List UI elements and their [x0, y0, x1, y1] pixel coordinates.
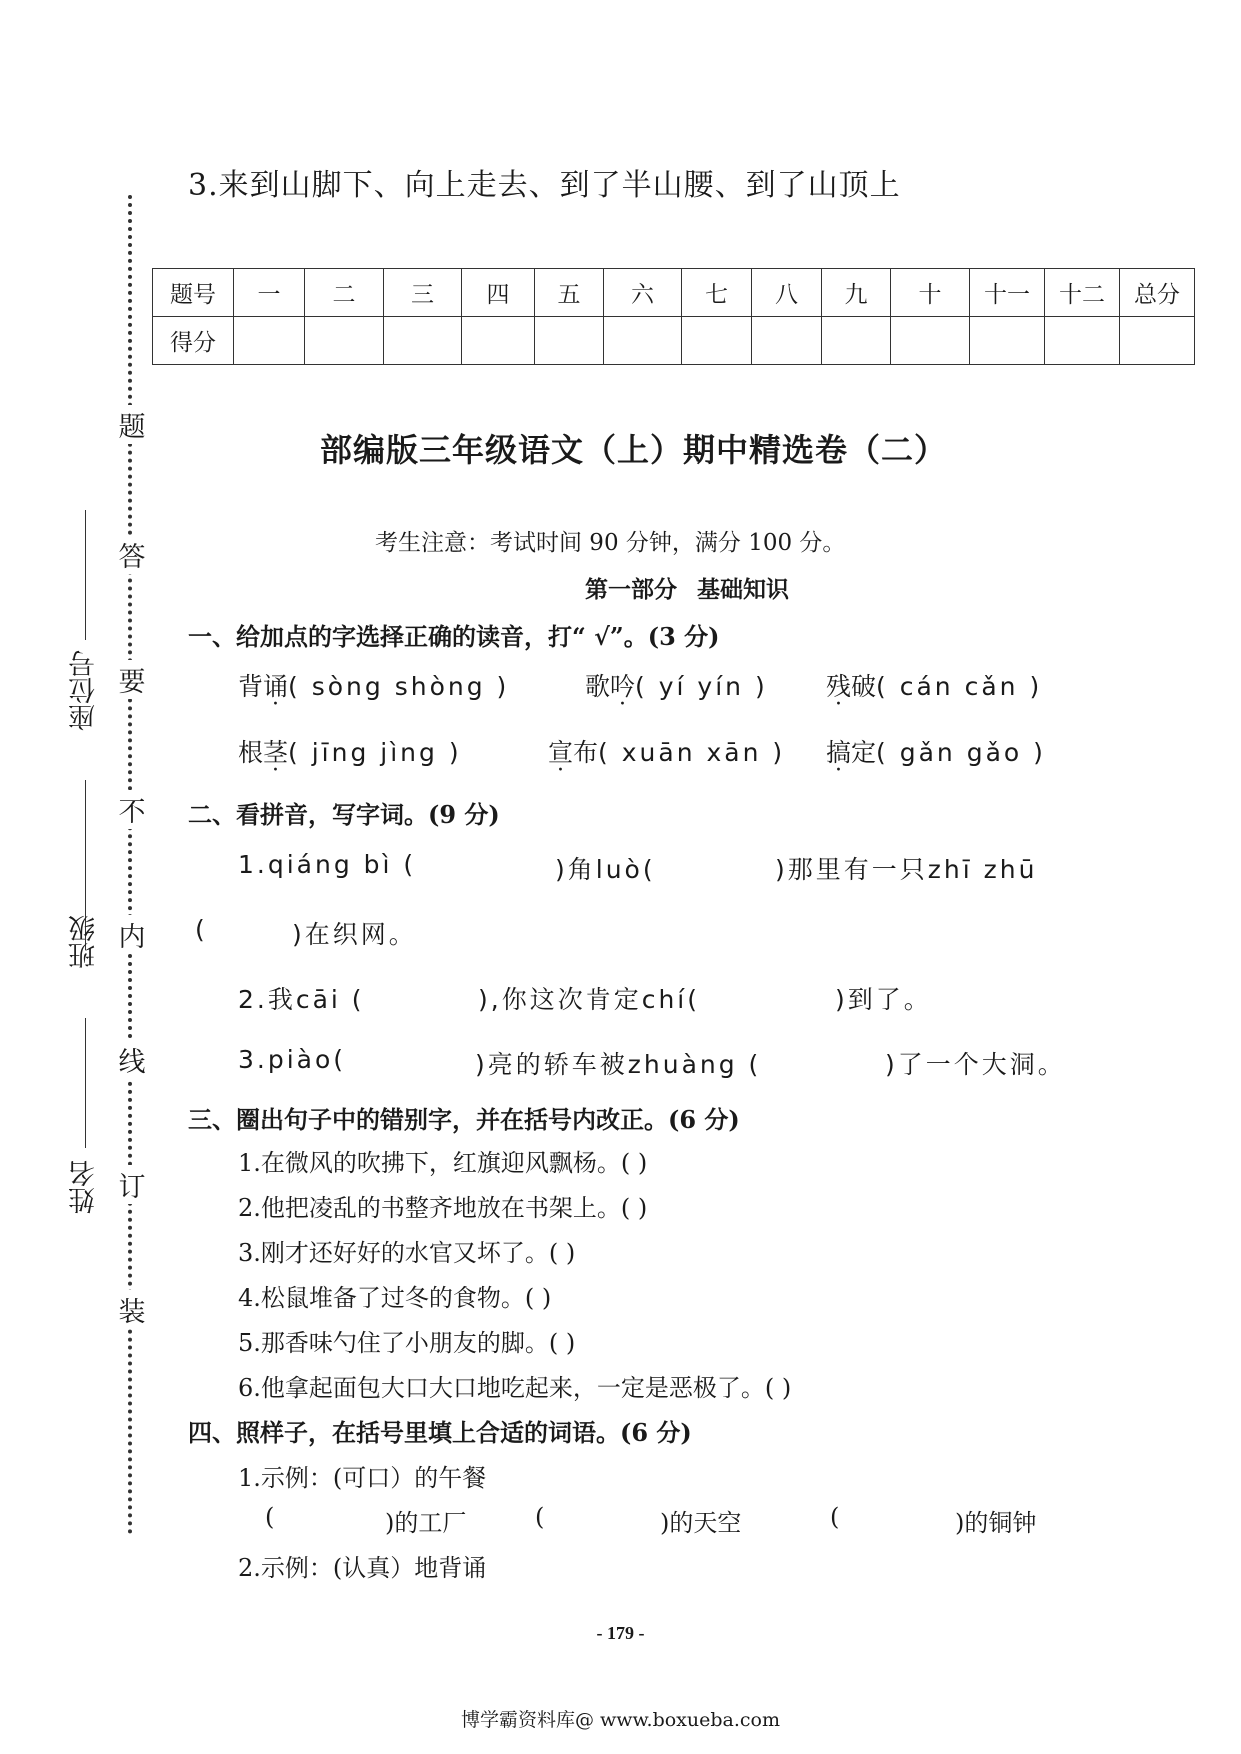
dotted-char: 宣 — [548, 738, 574, 767]
table-cell: 八 — [752, 269, 822, 317]
s2-line-1c: )那里有一只zhī zhū — [775, 855, 1038, 884]
binding-dotted-line-outer — [128, 195, 132, 1535]
score-input-cell[interactable] — [234, 317, 305, 365]
score-input-cell[interactable] — [462, 317, 535, 365]
dotted-char: 诵 — [263, 672, 289, 701]
score-input-cell[interactable] — [682, 317, 752, 365]
s4-fill-open: ( — [830, 1503, 840, 1531]
s3-item: 6.他拿起面包大口大口地吃起来，一定是恶极了。( ) — [238, 1374, 792, 1402]
pinyin-options[interactable]: ( yí yín ) — [635, 672, 768, 701]
section-1-row-2b — [548, 733, 785, 769]
score-input-cell[interactable] — [1045, 317, 1120, 365]
pinyin-options[interactable]: ( gǎn gǎo ) — [876, 738, 1046, 767]
table-cell: 得分 — [153, 317, 234, 365]
pinyin-options[interactable]: ( sòng shòng ) — [288, 672, 510, 701]
s3-item: 2.他把凌乱的书整齐地放在书架上。( ) — [238, 1194, 648, 1222]
item-text: 定 — [851, 738, 877, 767]
binding-char-da: 答 — [117, 535, 147, 574]
score-input-cell[interactable] — [752, 317, 822, 365]
page-number: - 179 - — [596, 1623, 645, 1643]
section-2-heading: 二、看拼音，写字词。(9 分) — [188, 800, 500, 829]
score-table-score-row — [153, 317, 1195, 365]
table-cell: 一 — [234, 269, 305, 317]
s2-line-1a: 1.qiáng bì ( — [238, 850, 417, 879]
binding-char-yao: 要 — [117, 660, 147, 699]
table-cell: 五 — [535, 269, 604, 317]
table-cell: 十 — [891, 269, 970, 317]
s4-fill-open: ( — [535, 1503, 545, 1531]
s2-line-1b: )角luò( — [555, 855, 656, 884]
table-cell: 四 — [462, 269, 535, 317]
previous-question-line: 3.来到山脚下、向上走去、到了半山腰、到了山顶上 — [188, 168, 901, 203]
section-1-row-2c — [826, 733, 1046, 769]
section-1-row-2 — [238, 733, 462, 769]
s4-fill-text: )的天空 — [660, 1509, 742, 1537]
score-input-cell[interactable] — [384, 317, 462, 365]
binding-char-ti: 题 — [117, 405, 147, 444]
score-input-cell[interactable] — [604, 317, 682, 365]
s4-fill-open: ( — [265, 1503, 275, 1531]
section-3-heading: 三、圈出句子中的错别字，并在括号内改正。(6 分) — [188, 1105, 740, 1134]
table-cell: 二 — [305, 269, 384, 317]
dotted-char: 吟 — [610, 672, 636, 701]
pinyin-options[interactable]: ( xuān xān ) — [598, 738, 786, 767]
table-cell: 六 — [604, 269, 682, 317]
table-cell: 三 — [384, 269, 462, 317]
s4-example-1: 1.示例：(可口）的午餐 — [238, 1464, 487, 1492]
dotted-char: 残 — [826, 672, 852, 701]
item-text: 破 — [851, 672, 877, 701]
pinyin-options[interactable]: ( cán cǎn ) — [876, 672, 1043, 701]
section-4-heading: 四、照样子，在括号里填上合适的词语。(6 分) — [188, 1418, 692, 1447]
s2-line-3c: )了一个大洞。 — [885, 1050, 1066, 1079]
exam-notice: 考生注意：考试时间 90 分钟，满分 100 分。 — [375, 530, 846, 556]
s2-line-2a: 2.我cāi ( — [238, 985, 365, 1014]
binding-char-bu: 不 — [117, 790, 147, 829]
table-cell: 十二 — [1045, 269, 1120, 317]
item-text: 歌 — [585, 672, 611, 701]
score-input-cell[interactable] — [535, 317, 604, 365]
s4-example-2: 2.示例：(认真）地背诵 — [238, 1554, 487, 1582]
s2-line-3a: 3.piào( — [238, 1045, 347, 1074]
table-cell: 十一 — [970, 269, 1045, 317]
score-input-cell[interactable] — [891, 317, 970, 365]
part-heading: 第一部分 基础知识 — [585, 576, 790, 603]
section-1-row-1b — [585, 667, 768, 703]
section-1-row-1 — [238, 667, 509, 703]
section-1-heading: 一、给加点的字选择正确的读音，打“ √”。(3 分) — [188, 622, 720, 651]
page-title: 部编版三年级语文（上）期中精选卷（二） — [320, 431, 948, 469]
footer-source: 博学霸资料库@ www.boxueba.com — [460, 1709, 781, 1731]
seat-number-label: 座位号 — [69, 650, 100, 731]
s3-item: 5.那香味勺住了小朋友的脚。( ) — [238, 1329, 576, 1357]
item-text: 根 — [238, 738, 264, 767]
seat-number-line — [85, 510, 86, 640]
s3-item: 4.松鼠堆备了过冬的食物。( ) — [238, 1284, 552, 1312]
s2-line-1e: )在织网。 — [292, 920, 417, 949]
s4-fill-text: )的铜钟 — [955, 1509, 1037, 1537]
s2-line-1d: ( — [195, 915, 208, 944]
s3-item: 3.刚才还好好的水官又坏了。( ) — [238, 1239, 576, 1267]
binding-char-xian: 线 — [117, 1040, 147, 1079]
dotted-char: 茎 — [263, 738, 289, 767]
table-cell: 九 — [822, 269, 891, 317]
table-cell: 题号 — [153, 269, 234, 317]
score-input-cell[interactable] — [970, 317, 1045, 365]
table-cell: 总分 — [1120, 269, 1195, 317]
s4-fill-text: )的工厂 — [385, 1509, 467, 1537]
score-table-header-row — [153, 269, 1195, 317]
s2-line-2b: ),你这次肯定chí( — [478, 985, 700, 1014]
class-label: 班级 — [69, 915, 100, 969]
score-input-cell[interactable] — [822, 317, 891, 365]
pinyin-options[interactable]: ( jīng jìng ) — [288, 738, 462, 767]
item-text: 背 — [238, 672, 264, 701]
binding-char-nei: 内 — [117, 915, 147, 954]
binding-char-ding: 订 — [117, 1165, 147, 1204]
s2-line-2c: )到了。 — [835, 985, 932, 1014]
table-cell: 七 — [682, 269, 752, 317]
s3-item: 1.在微风的吹拂下，红旗迎风飘杨。( ) — [238, 1149, 648, 1177]
dotted-char: 搞 — [826, 738, 852, 767]
score-table — [152, 268, 1195, 365]
name-label: 姓名 — [69, 1160, 100, 1214]
section-1-row-1c — [826, 667, 1042, 703]
item-text: 布 — [573, 738, 599, 767]
score-input-cell[interactable] — [1120, 317, 1195, 365]
s2-line-3b: )亮的轿车被zhuàng ( — [475, 1050, 762, 1079]
name-line — [85, 1018, 86, 1148]
binding-char-zhuang: 装 — [117, 1290, 147, 1329]
score-input-cell[interactable] — [305, 317, 384, 365]
